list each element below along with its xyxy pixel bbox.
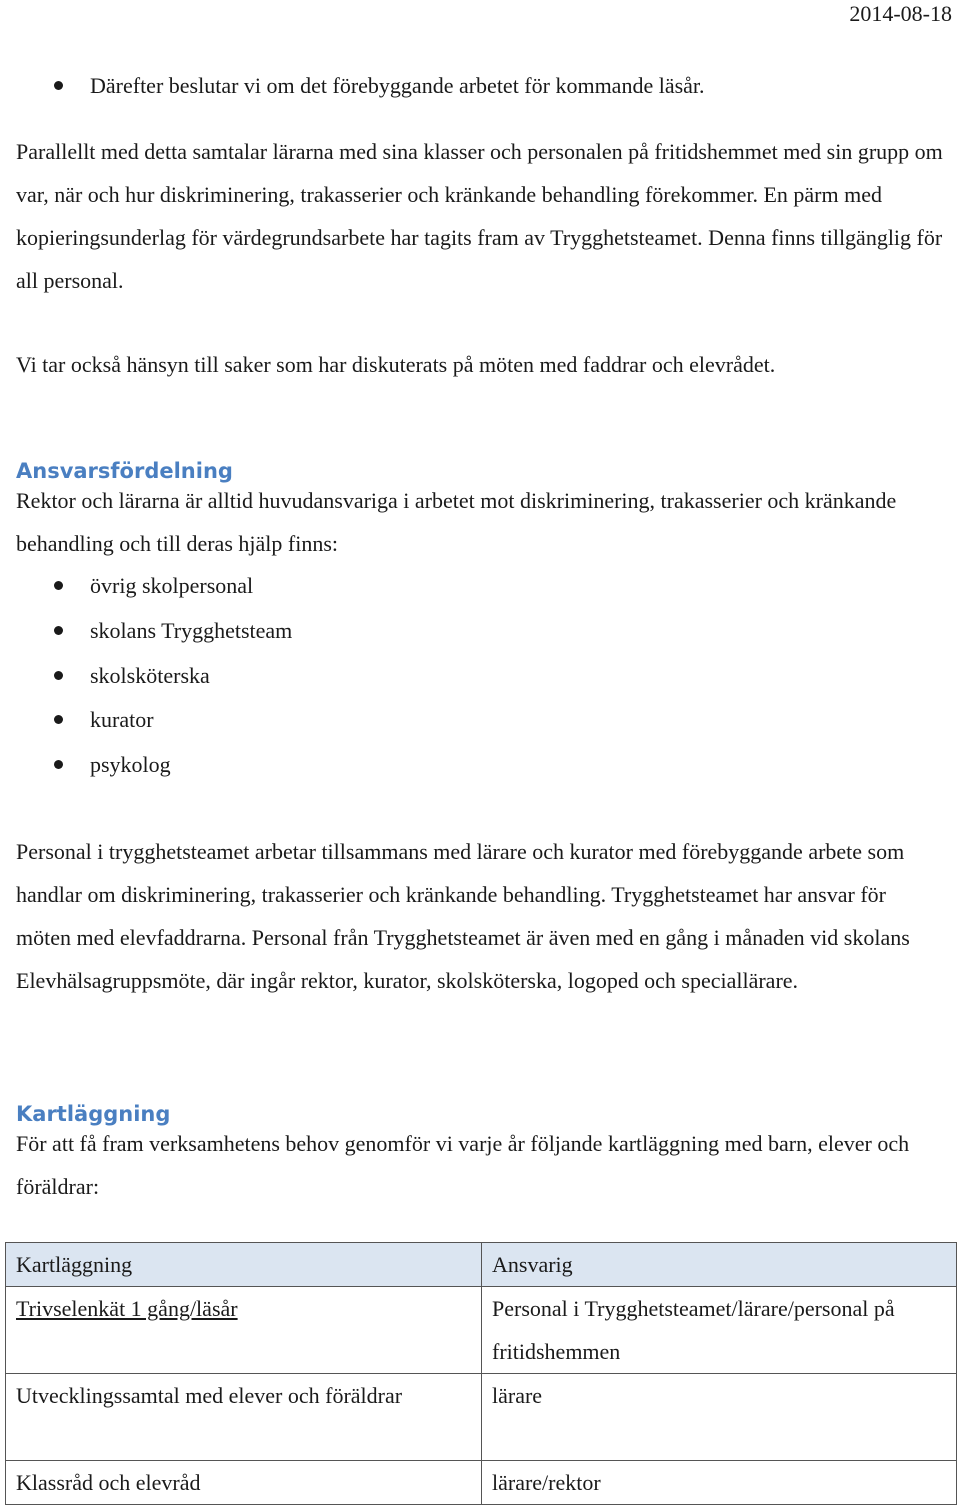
table-header-row xyxy=(6,1243,957,1287)
paragraph-parallellt: Parallellt med detta samtalar lärarna med sina klasser och personalen på fritidshemmet med sin grupp om var, när och hur diskriminering, trakasserier och kränkande behandling förekommer. En pärm med kopieringsunderlag för värdegrundsarbete har tagits fram av Trygghetsteamet. Denna finns tillgänglig för all personal. xyxy=(16,139,943,293)
kartlaggning-table xyxy=(5,1242,957,1505)
list-item-text: övrig skolpersonal xyxy=(90,573,254,598)
paragraph-ansvar-intro: Rektor och lärarna är alltid huvudansvariga i arbetet mot diskriminering, trakasserier och kränkande behandling och till deras hjälp finns: xyxy=(16,488,897,556)
bullet-icon xyxy=(54,581,63,590)
table-cell: Klassråd och elevråd xyxy=(6,1461,482,1505)
table-cell-text: Trivselenkät 1 gång/läsår xyxy=(16,1296,238,1321)
list-item-text: skolans Trygghetsteam xyxy=(90,618,293,643)
paragraph-kartlaggning-intro: För att få fram verksamhetens behov genomför vi varje år följande kartläggning med barn, elever och föräldrar: xyxy=(16,1131,910,1199)
list-item xyxy=(0,64,900,108)
table-cell: Personal i Trygghetsteamet/lärare/personal på fritidshemmen xyxy=(482,1287,957,1374)
list-item xyxy=(0,609,900,653)
bullet-icon xyxy=(54,626,63,635)
bullet-icon xyxy=(54,81,63,90)
table-cell: lärare/rektor xyxy=(482,1461,957,1505)
table-row xyxy=(6,1374,957,1461)
table-cell: lärare xyxy=(482,1374,957,1461)
document-date: 2014-08-18 xyxy=(849,1,952,26)
list-item-text: Därefter beslutar vi om det förebyggande arbetet för kommande läsår. xyxy=(90,73,705,98)
list-item xyxy=(0,654,900,698)
bullet-icon xyxy=(54,715,63,724)
paragraph-trygghetsteamet: Personal i trygghetsteamet arbetar tillsammans med lärare och kurator med förebyggande arbete som handlar om diskriminering, trakasserier och kränkande behandling. Trygghetsteamet har ansvar för möten med elevfaddrarna. Personal från Trygghetsteamet är även med en gång i månaden vid skolans Elevhälsagruppsmöte, där ingår rektor, kurator, skolsköterska, logoped och speciallärare. xyxy=(16,839,910,993)
table-cell xyxy=(6,1287,482,1374)
table-header-cell: Ansvarig xyxy=(482,1243,957,1287)
table-row xyxy=(6,1461,957,1505)
list-item xyxy=(0,698,900,742)
bullet-icon xyxy=(54,760,63,769)
list-item-text: skolsköterska xyxy=(90,663,210,688)
section-heading-kartlaggning: Kartläggning xyxy=(16,1102,171,1126)
list-item xyxy=(0,564,900,608)
list-item xyxy=(0,743,900,787)
paragraph-hansyn: Vi tar också hänsyn till saker som har diskuterats på möten med faddrar och elevrådet. xyxy=(16,352,776,377)
list-item-text: kurator xyxy=(90,707,154,732)
table-header-cell: Kartläggning xyxy=(6,1243,482,1287)
list-item-text: psykolog xyxy=(90,752,171,777)
section-heading-ansvarsfordelning: Ansvarsfördelning xyxy=(16,459,233,483)
table-cell: Utvecklingssamtal med elever och föräldrar xyxy=(6,1374,482,1461)
bullet-icon xyxy=(54,671,63,680)
table-row xyxy=(6,1287,957,1374)
